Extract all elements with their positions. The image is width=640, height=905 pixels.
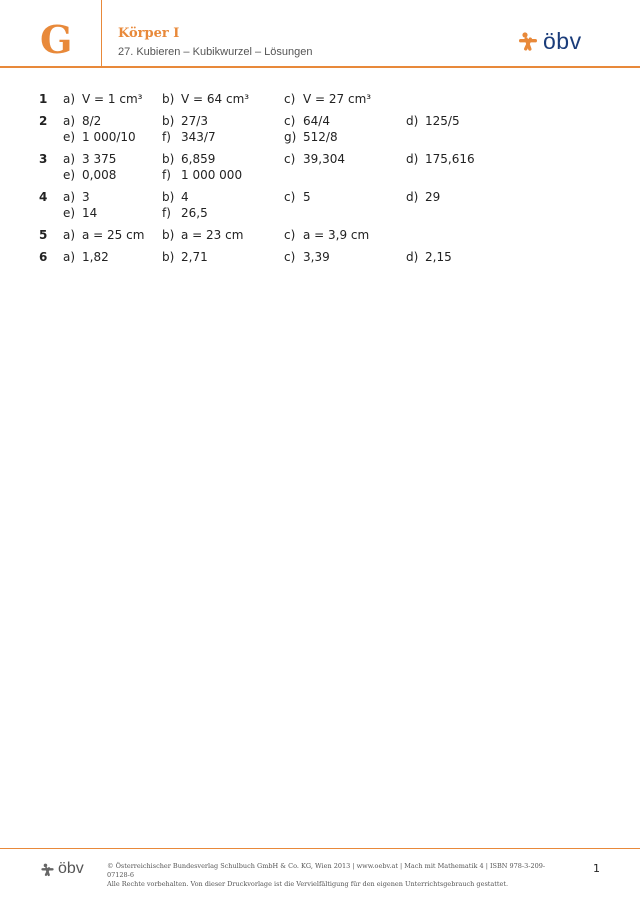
answer-label: c) bbox=[284, 92, 296, 106]
answer-item bbox=[63, 206, 97, 220]
answer-value: 2,15 bbox=[425, 250, 452, 264]
answer-item bbox=[406, 190, 440, 204]
answer-item bbox=[284, 114, 330, 128]
task-number: 4 bbox=[39, 190, 48, 204]
page-header bbox=[0, 0, 640, 68]
task-number: 2 bbox=[39, 114, 48, 128]
answer-value: 0,008 bbox=[82, 168, 117, 182]
answer-label: e) bbox=[63, 168, 76, 182]
task-1 bbox=[39, 92, 599, 108]
answer-item bbox=[63, 168, 116, 182]
answer-value: 2,71 bbox=[181, 250, 208, 264]
answer-value: 3 375 bbox=[82, 152, 117, 166]
answer-value: 64/4 bbox=[303, 114, 330, 128]
answer-item bbox=[162, 250, 208, 264]
answer-item bbox=[162, 228, 243, 242]
task-number: 6 bbox=[39, 250, 48, 264]
answer-label: c) bbox=[284, 152, 296, 166]
answer-value: 8/2 bbox=[82, 114, 102, 128]
solutions-list bbox=[39, 92, 599, 272]
answer-value: 3,39 bbox=[303, 250, 330, 264]
answer-value: a = 3,9 cm bbox=[303, 228, 370, 242]
answer-label: d) bbox=[406, 114, 419, 128]
answer-label: a) bbox=[63, 92, 76, 106]
answer-item bbox=[162, 152, 215, 166]
answer-label: f) bbox=[162, 206, 171, 220]
answer-item bbox=[406, 152, 475, 166]
answer-label: a) bbox=[63, 228, 76, 242]
task-number: 1 bbox=[39, 92, 48, 106]
answer-item bbox=[284, 228, 369, 242]
answer-label: b) bbox=[162, 228, 175, 242]
answer-item bbox=[63, 190, 90, 204]
answer-value: 1 000/10 bbox=[82, 130, 136, 144]
publisher-star-icon bbox=[517, 30, 539, 52]
answer-item bbox=[63, 250, 109, 264]
answer-label: f) bbox=[162, 168, 171, 182]
answer-item bbox=[162, 168, 242, 182]
answer-item bbox=[63, 228, 144, 242]
answer-line bbox=[39, 168, 599, 184]
footer-rule bbox=[0, 848, 640, 849]
answer-label: e) bbox=[63, 130, 76, 144]
answer-label: b) bbox=[162, 152, 175, 166]
answer-value: V = 64 cm³ bbox=[181, 92, 250, 106]
answer-item bbox=[284, 190, 311, 204]
answer-line bbox=[39, 250, 599, 266]
answer-item bbox=[406, 114, 460, 128]
answer-label: c) bbox=[284, 250, 296, 264]
answer-item bbox=[162, 92, 249, 106]
answer-value: 29 bbox=[425, 190, 441, 204]
header-rule bbox=[0, 66, 640, 68]
answer-line bbox=[39, 114, 599, 130]
answer-label: b) bbox=[162, 114, 175, 128]
answer-item bbox=[63, 114, 101, 128]
answer-value: 1,82 bbox=[82, 250, 109, 264]
answer-label: d) bbox=[406, 190, 419, 204]
page-number: 1 bbox=[593, 862, 600, 875]
answer-value: 4 bbox=[181, 190, 189, 204]
publisher-logo-text: öbv bbox=[543, 28, 582, 54]
footer-line-1: © Österreichischer Bundesverlag Schulbuch GmbH & Co. KG, Wien 2013 | www.oebv.at | Mach mit Mathematik 4 | ISBN 978-3-209-07128-6 bbox=[107, 862, 546, 879]
answer-label: f) bbox=[162, 130, 171, 144]
task-number: 5 bbox=[39, 228, 48, 242]
answer-value: 5 bbox=[303, 190, 311, 204]
answer-label: b) bbox=[162, 92, 175, 106]
answer-value: a = 25 cm bbox=[82, 228, 145, 242]
answer-line bbox=[39, 130, 599, 146]
answer-label: a) bbox=[63, 190, 76, 204]
answer-item bbox=[406, 250, 452, 264]
answer-item bbox=[284, 152, 345, 166]
answer-value: 125/5 bbox=[425, 114, 460, 128]
answer-label: c) bbox=[284, 190, 296, 204]
answer-item bbox=[63, 152, 116, 166]
footer-line-2: Alle Rechte vorbehalten. Von dieser Druckvorlage ist die Vervielfältigung für den eigenen Unterrichtsgebrauch gestattet. bbox=[107, 880, 509, 888]
answer-label: a) bbox=[63, 114, 76, 128]
task-6 bbox=[39, 250, 599, 266]
answer-value: 27/3 bbox=[181, 114, 208, 128]
answer-item bbox=[162, 130, 216, 144]
answer-value: 175,616 bbox=[425, 152, 475, 166]
answer-value: V = 27 cm³ bbox=[303, 92, 372, 106]
task-4 bbox=[39, 190, 599, 222]
page-subtitle: 27. Kubieren – Kubikwurzel – Lösungen bbox=[118, 46, 313, 58]
answer-value: 1 000 000 bbox=[181, 168, 243, 182]
answer-value: 343/7 bbox=[181, 130, 216, 144]
answer-label: b) bbox=[162, 190, 175, 204]
answer-label: a) bbox=[63, 250, 76, 264]
task-5 bbox=[39, 228, 599, 244]
task-3 bbox=[39, 152, 599, 184]
answer-value: 39,304 bbox=[303, 152, 345, 166]
answer-label: d) bbox=[406, 250, 419, 264]
answer-label: e) bbox=[63, 206, 76, 220]
task-2 bbox=[39, 114, 599, 146]
answer-item bbox=[284, 130, 338, 144]
answer-line bbox=[39, 92, 599, 108]
answer-line bbox=[39, 190, 599, 206]
answer-label: a) bbox=[63, 152, 76, 166]
answer-item bbox=[162, 114, 208, 128]
answer-value: 26,5 bbox=[181, 206, 208, 220]
answer-line bbox=[39, 152, 599, 168]
answer-item bbox=[162, 206, 208, 220]
answer-value: a = 23 cm bbox=[181, 228, 244, 242]
answer-item bbox=[284, 250, 330, 264]
answer-item bbox=[284, 92, 371, 106]
answer-item bbox=[63, 130, 136, 144]
chapter-letter: G bbox=[40, 17, 73, 62]
answer-value: 6,859 bbox=[181, 152, 216, 166]
footer-logo-text: öbv bbox=[58, 860, 84, 877]
answer-item bbox=[162, 190, 189, 204]
answer-line bbox=[39, 228, 599, 244]
answer-value: V = 1 cm³ bbox=[82, 92, 143, 106]
answer-value: 14 bbox=[82, 206, 98, 220]
answer-item bbox=[63, 92, 142, 106]
footer-logo bbox=[40, 860, 84, 878]
answer-value: 3 bbox=[82, 190, 90, 204]
answer-line bbox=[39, 206, 599, 222]
publisher-logo bbox=[517, 28, 582, 54]
answer-value: 512/8 bbox=[303, 130, 338, 144]
footer-star-icon bbox=[40, 862, 55, 877]
footer-copyright bbox=[107, 862, 567, 889]
header-divider bbox=[101, 0, 102, 66]
answer-label: c) bbox=[284, 228, 296, 242]
page-title: Körper I bbox=[118, 26, 180, 41]
answer-label: g) bbox=[284, 130, 297, 144]
answer-label: b) bbox=[162, 250, 175, 264]
answer-label: d) bbox=[406, 152, 419, 166]
answer-label: c) bbox=[284, 114, 296, 128]
task-number: 3 bbox=[39, 152, 48, 166]
